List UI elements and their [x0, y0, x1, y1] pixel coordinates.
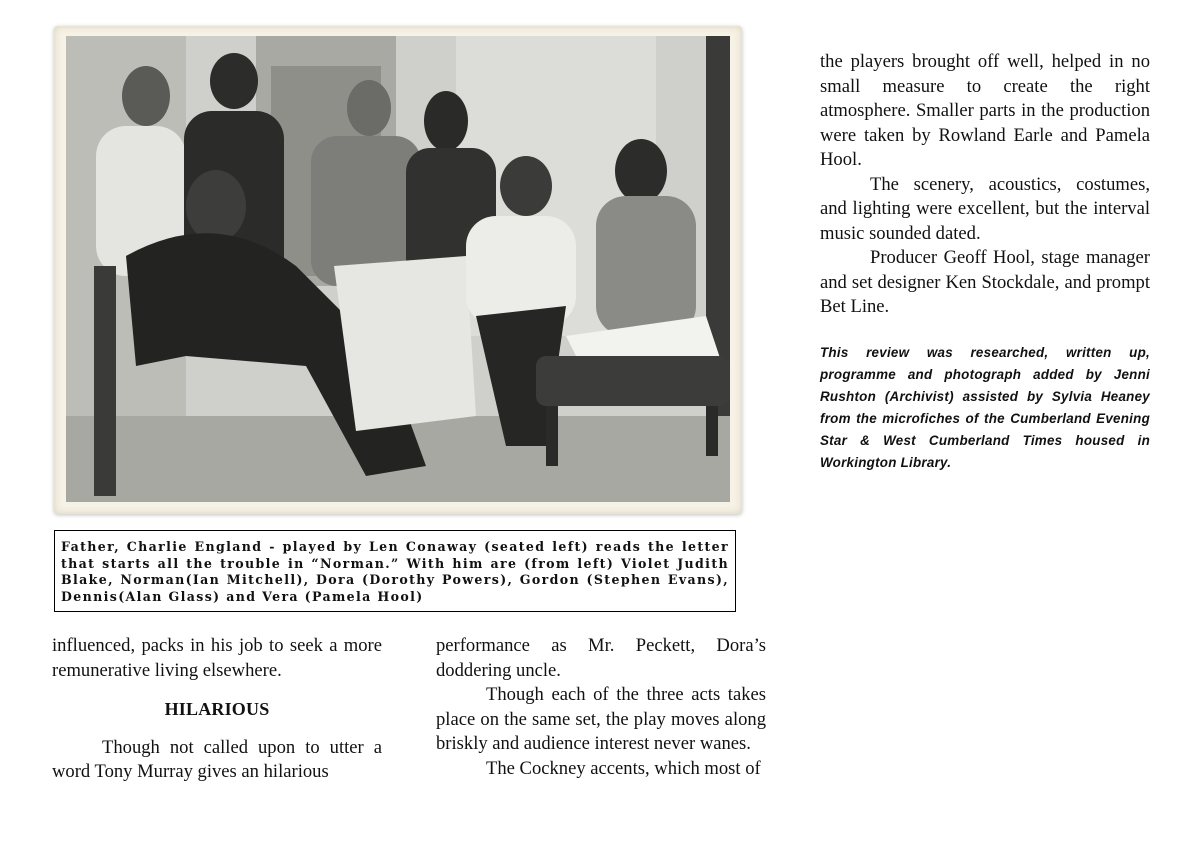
photo-frame: [54, 26, 742, 514]
paragraph: influenced, packs in his job to seek a more remunerative living elsewhere.: [52, 635, 382, 681]
middle-column: [436, 634, 766, 781]
paragraph: Producer Geoff Hool, stage manager and set designer Ken Stockdale, and prompt Bet Line.: [820, 247, 1150, 317]
paragraph: Though each of the three acts takes place on the same set, the play moves along briskly and audience interest never wanes.: [436, 684, 766, 754]
right-column: [820, 50, 1150, 474]
photo-caption: [54, 530, 736, 612]
paragraph: The scenery, acoustics, costumes, and lighting were excellent, but the interval music sounded dated.: [820, 173, 1150, 244]
left-column: [52, 634, 382, 785]
caption-text: Father, Charlie England - played by Len Conaway (seated left) reads the letter that starts all the trouble in “Norman.” With him are (from left) Violet Judith Blake, Norman(Ian Mitchell), Dora (Dorothy Powers), Gordon (Stephen Evans), Dennis(Alan Glass) and Vera (Pamela Hool): [61, 539, 729, 604]
paragraph: performance as Mr. Peckett, Dora’s doddering uncle.: [436, 635, 766, 681]
cast-photograph: [66, 36, 730, 502]
paragraph: The Cockney accents, which most of: [486, 757, 761, 779]
paragraph: the players brought off well, helped in no small measure to create the right atmosphere. Smaller parts in the production were taken by Rowland Earle and Pamela Hool.: [820, 51, 1150, 170]
photograph-icon: [66, 36, 730, 502]
credits-note: This review was researched, written up, programme and photograph added by Jenni Rushton (Archivist) assisted by Sylvia Heaney from the microfiches of the Cumberland Evening Star & West Cumberland Times housed in Workington Library.: [820, 344, 1150, 470]
paragraph: Though not called upon to utter a word Tony Murray gives an hilarious: [52, 736, 382, 782]
section-heading: HILARIOUS: [164, 699, 270, 719]
